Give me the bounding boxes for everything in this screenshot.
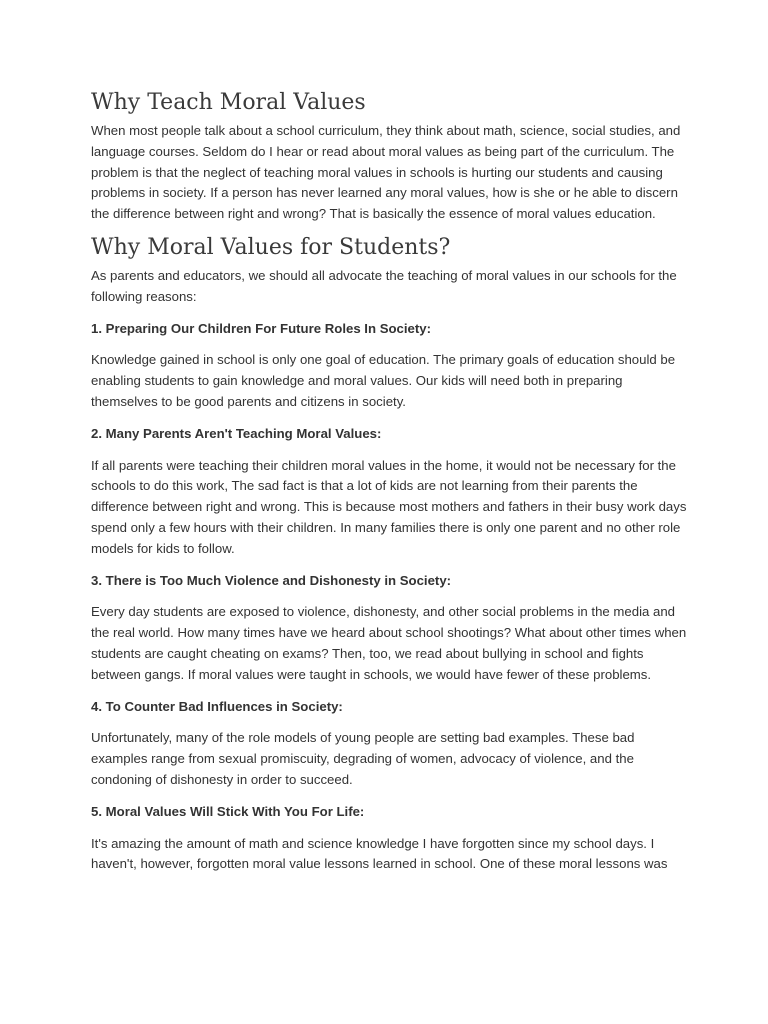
lead-paragraph: As parents and educators, we should all advocate the teaching of moral values in our schools for the following reasons: <box>91 267 677 304</box>
intro-paragraph: When most people talk about a school curriculum, they think about math, science, social studies, and language courses. Seldom do I hear or read about moral values as being part of the curriculum. The problem is that the neglect of teaching moral values in schools is hurting our students and causing problems in society. If a person has never learned any moral values, how is she or he able to discern the difference between right and wrong? That is basically the essence of moral values education. <box>91 123 681 222</box>
reason-body-4: Unfortunately, many of the role models of young people are setting bad examples. These bad examples range from sexual promiscuity, degrading of women, advocacy of violence, and the condoning of dishonesty in order to succeed. <box>91 730 635 787</box>
reason-heading-1: 1. Preparing Our Children For Future Roles In Society: <box>91 320 431 336</box>
reason-body-3: Every day students are exposed to violence, dishonesty, and other social problems in the media and the real world. How many times have we heard about school shootings? What about other times when students are caught cheating on exams? Then, too, we read about bullying in school and fights between gangs. If moral values were taught in schools, we would have fewer of these problems. <box>91 604 687 682</box>
reason-body-1: Knowledge gained in school is only one goal of education. The primary goals of education should be enabling students to gain knowledge and moral values. Our kids will need both in preparing themselves to be good parents and citizens in society. <box>91 352 676 409</box>
reason-body-5: It's amazing the amount of math and science knowledge I have forgotten since my school days. I haven't, however, forgotten moral value lessons learned in school. One of these moral lessons was <box>91 835 668 872</box>
document-page <box>91 88 691 875</box>
reason-heading-2: 2. Many Parents Aren't Teaching Moral Values: <box>91 425 382 441</box>
reason-heading-5: 5. Moral Values Will Stick With You For Life: <box>91 803 365 819</box>
article-title: Why Teach Moral Values <box>91 90 366 115</box>
section-subtitle: Why Moral Values for Students? <box>91 234 451 260</box>
reason-heading-4: 4. To Counter Bad Influences in Society: <box>91 698 343 714</box>
reason-body-2: If all parents were teaching their children moral values in the home, it would not be necessary for the schools to do this work, The sad fact is that a lot of kids are not learning from their parents the difference between right and wrong. This is because most mothers and fathers in their busy work days spend only a few hours with their children. In many families there is only one parent and no other role models for kids to follow. <box>91 457 687 556</box>
reason-heading-3: 3. There is Too Much Violence and Dishonesty in Society: <box>91 572 452 588</box>
